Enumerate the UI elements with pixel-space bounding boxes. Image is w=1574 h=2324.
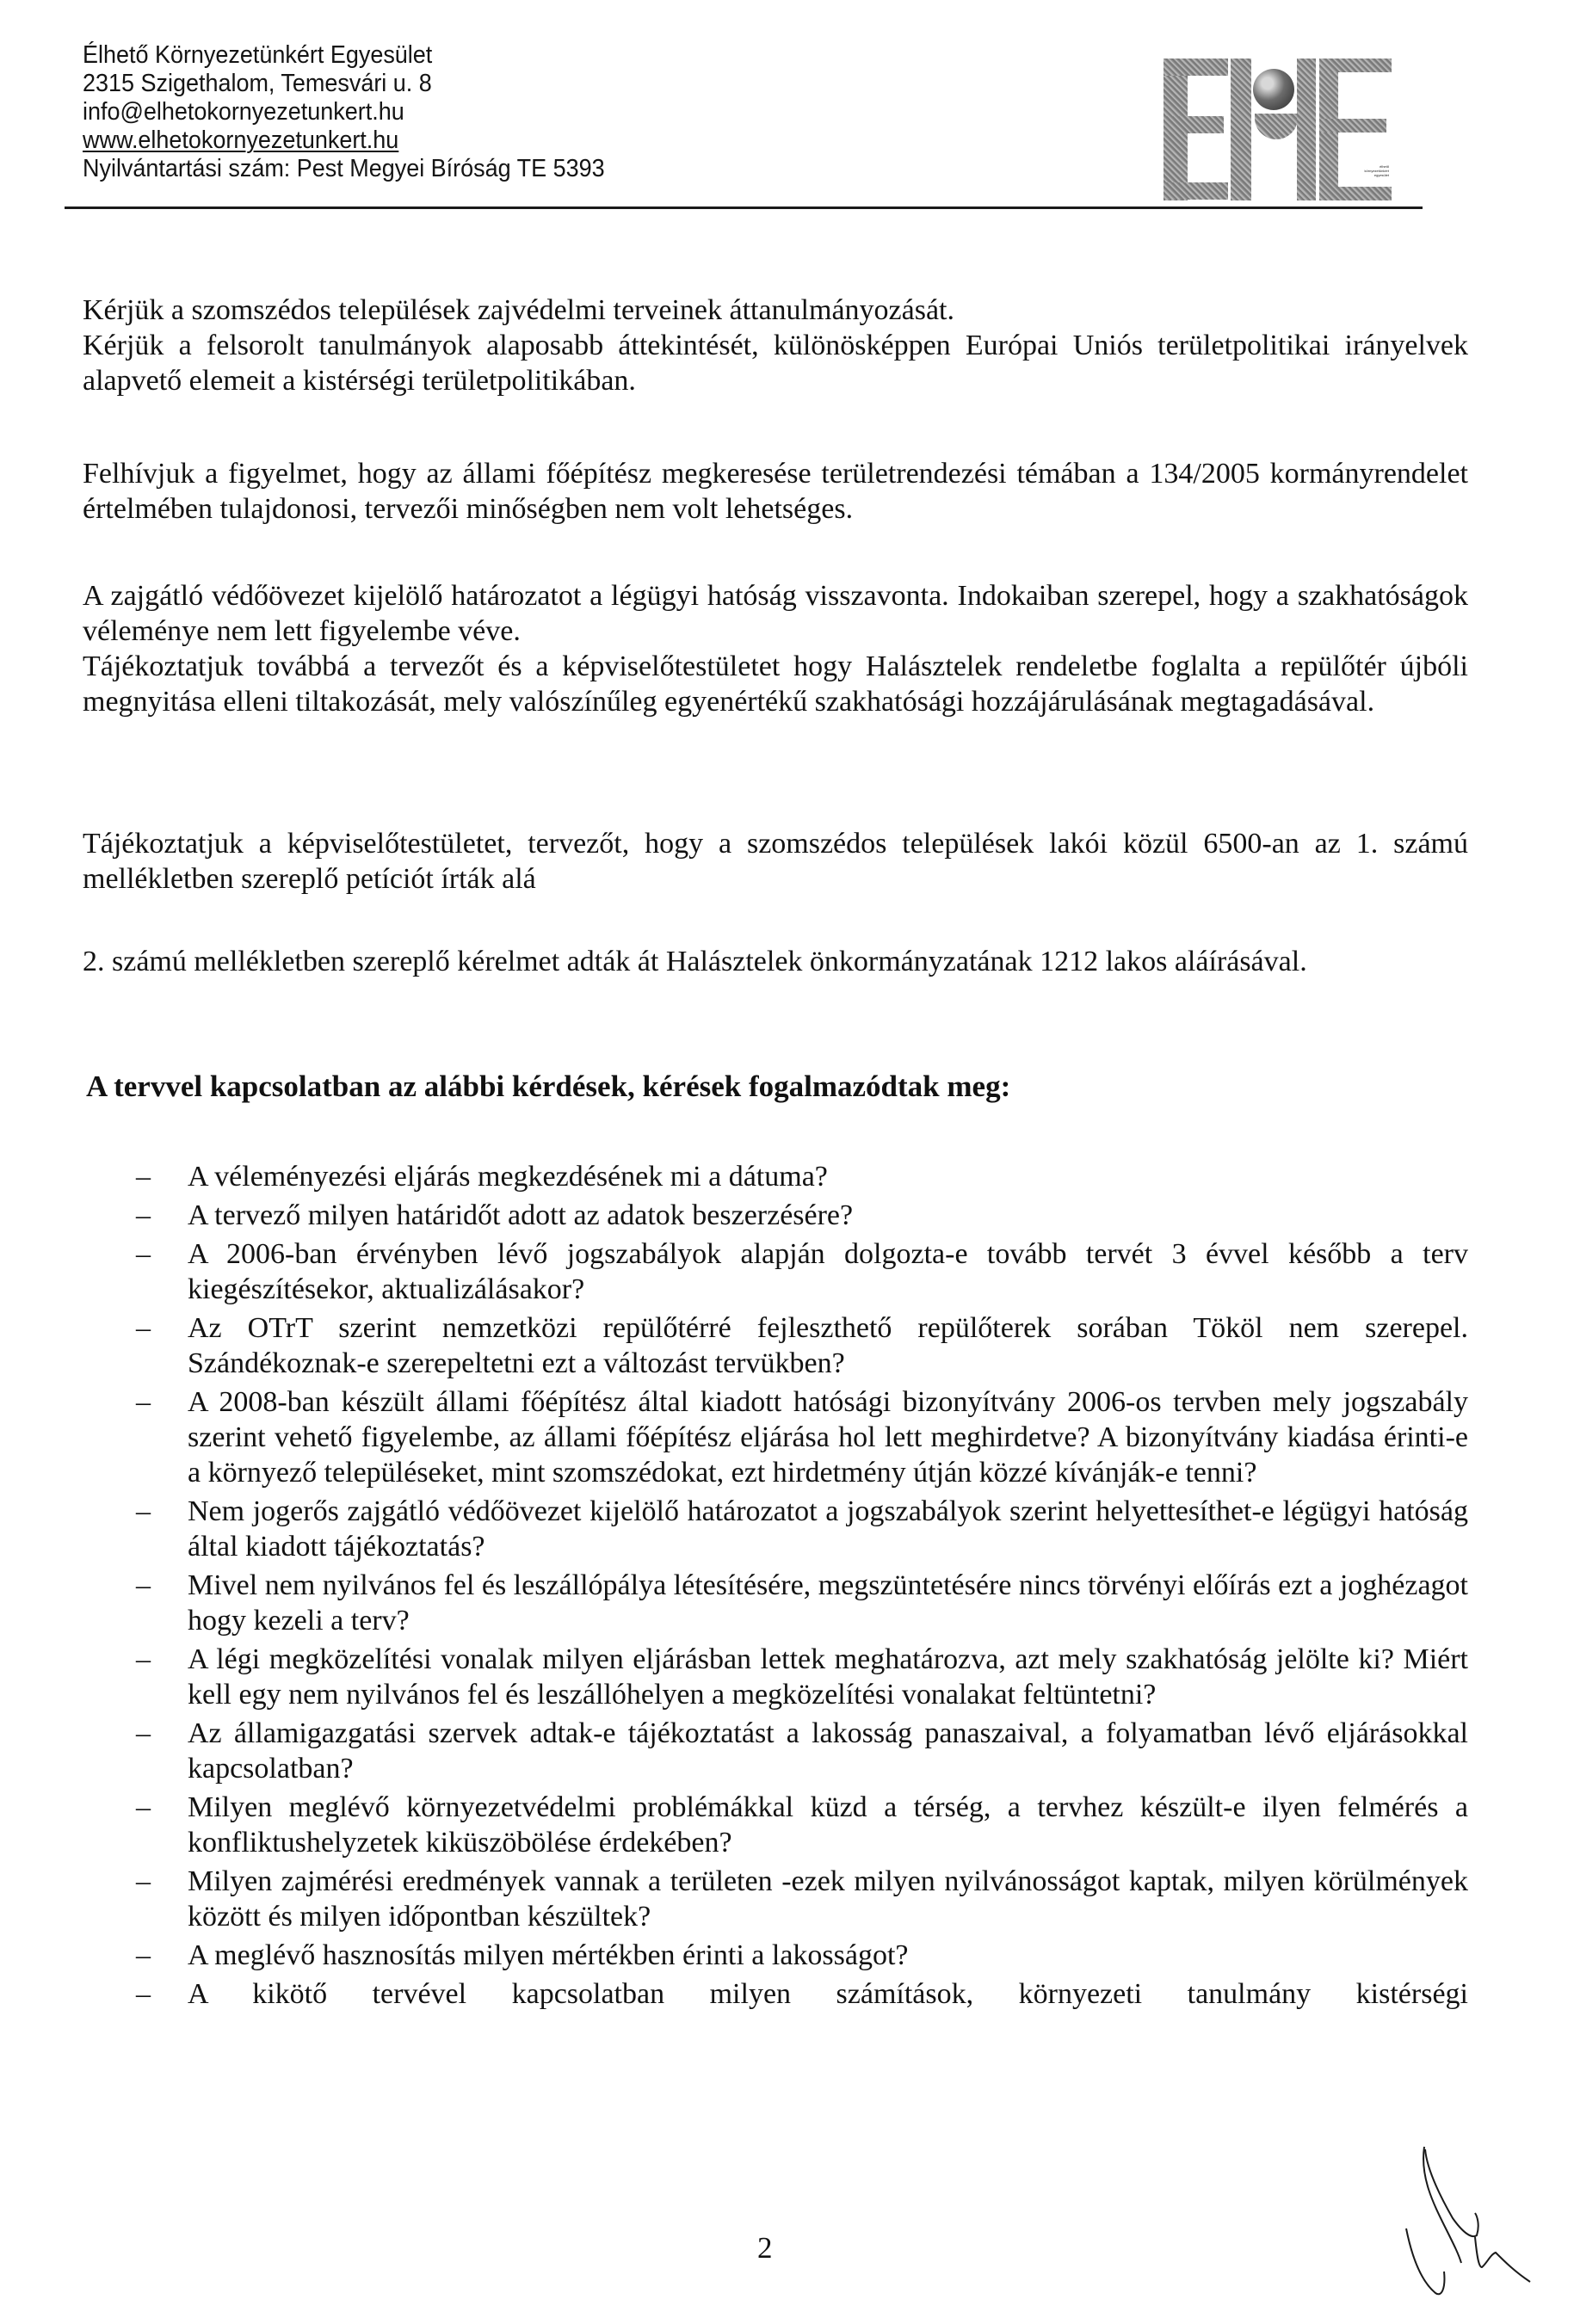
dash-bullet-icon: –: [136, 1386, 151, 1418]
question-item: [83, 1236, 1468, 1307]
question-item: [83, 1642, 1468, 1712]
org-name: Élhető Környezetünkért Egyesület: [83, 41, 433, 69]
paragraph-2: [83, 456, 1468, 527]
logo-letter-k-curve: [1255, 114, 1298, 139]
logo-letter-e2-mid: [1319, 119, 1386, 133]
question-text: Nem jogerős zajgátló védőövezet kijelölő határozatot a jogszabályok szerint helyettesíthet-e légügyi hatóság által kiadott tájékoztatás?: [188, 1495, 1468, 1563]
question-item: [83, 1976, 1468, 2012]
org-address: 2315 Szigethalom, Temesvári u. 8: [83, 70, 432, 97]
paragraph-4: [83, 826, 1468, 897]
dash-bullet-icon: –: [136, 1978, 151, 2010]
org-email: info@elhetokornyezetunkert.hu: [83, 98, 404, 126]
dash-bullet-icon: –: [136, 1569, 151, 1601]
question-text: A kikötő tervével kapcsolatban milyen számítások, környezeti tanulmány kistérségi: [188, 1978, 1468, 2010]
page-number: 2: [757, 2231, 773, 2265]
paragraph-line: A zajgátló védőövezet kijelölő határozatot a légügyi hatóság visszavonta. Indokaiban szerepel, hogy a szakhatóságok véleménye nem lett figyelembe véve.: [83, 580, 1468, 647]
dash-bullet-icon: –: [136, 1312, 151, 1344]
dash-bullet-icon: –: [136, 1238, 151, 1270]
paragraph-line: Tájékoztatjuk a képviselőtestületet, tervezőt, hogy a szomszédos települések lakói közül 6500-an az 1. számú mellékletben szereplő petíciót írták alá: [83, 828, 1468, 895]
question-item: [83, 1310, 1468, 1381]
dash-bullet-icon: –: [136, 1791, 151, 1823]
question-text: Mivel nem nyilvános fel és leszállópálya létesítésére, megszüntetésére nincs törvényi előírás ezt a joghézagot hogy kezeli a terv?: [188, 1569, 1468, 1637]
question-text: Milyen zajmérési eredmények vannak a területen -ezek milyen nyilvánosságot kaptak, milyen körülmények között és milyen időpontban készültek?: [188, 1865, 1468, 1933]
logo-letter-k-leg: [1297, 59, 1316, 200]
question-item: [83, 1568, 1468, 1638]
question-item: [83, 1864, 1468, 1934]
organization-logo: [1162, 52, 1394, 202]
dash-bullet-icon: –: [136, 1199, 151, 1231]
question-text: A meglévő hasznosítás milyen mértékben érinti a lakosságot?: [188, 1939, 909, 1971]
question-text: A tervező milyen határidőt adott az adatok beszerzésére?: [188, 1199, 854, 1231]
letterhead: [83, 41, 1328, 183]
question-item: [83, 1198, 1468, 1233]
dash-bullet-icon: –: [136, 1161, 151, 1193]
question-text: Milyen meglévő környezetvédelmi problémákkal küzd a térség, a tervhez készült-e ilyen felmérés a konfliktushelyzetek kiküszöbölése érdekében?: [188, 1791, 1468, 1859]
question-item: [83, 1790, 1468, 1860]
logo-caption: élhető környezetünkért egyesület: [1364, 164, 1389, 177]
paragraph-line: Kérjük a felsorolt tanulmányok alaposabb áttekintését, különösképpen Európai Uniós területpolitikai irányelvek alapvető elemeit a kistérségi területpolitikában.: [83, 330, 1468, 397]
dash-bullet-icon: –: [136, 1643, 151, 1675]
dash-bullet-icon: –: [136, 1717, 151, 1749]
question-text: A 2008-ban készült állami főépítész által kiadott hatósági bizonyítvány 2006-os tervben mely jogszabály szerint vehető figyelembe, az állami főépítész eljárása hol lett meghirdetve? A bizonyítvány kiadása érinti-e a környező településeket, mint szomszédokat, ezt hirdetmény útján közzé kívánják-e tenni?: [188, 1386, 1468, 1489]
question-item: [83, 1159, 1468, 1194]
question-text: A véleményezési eljárás megkezdésének mi a dátuma?: [188, 1161, 828, 1193]
question-item: [83, 1938, 1468, 1973]
question-text: Az államigazgatási szervek adtak-e tájékoztatást a lakosság panaszaival, a folyamatban lévő eljárásokkal kapcsolatban?: [188, 1717, 1468, 1785]
paragraph-line: Tájékoztatjuk továbbá a tervezőt és a képviselőtestületet hogy Halásztelek rendeletbe foglalta a repülőtér újbóli megnyitása elleni tiltakozását, mely valószínűleg egyenértékű szakhatósági hozzájárulásának megtagadásával.: [83, 650, 1468, 718]
paragraph-line: 2. számú mellékletben szereplő kérelmet adták át Halásztelek önkormányzatának 1212 lakos aláírásával.: [83, 946, 1307, 977]
question-text: A 2006-ban érvényben lévő jogszabályok alapján dolgozta-e tovább tervét 3 évvel később a terv kiegészítésekor, aktualizálásakor?: [188, 1238, 1468, 1305]
logo-letter-e2-top: [1319, 59, 1392, 72]
globe-icon: [1253, 69, 1294, 110]
paragraph-line: Kérjük a szomszédos települések zajvédelmi terveinek áttanulmányozását.: [83, 294, 954, 326]
question-item: [83, 1384, 1468, 1490]
logo-letter-e-mid: [1164, 116, 1224, 133]
dash-bullet-icon: –: [136, 1495, 151, 1527]
logo-letter-e-bottom: [1164, 182, 1228, 200]
signature-icon: [1394, 2142, 1566, 2306]
letterhead-divider: [65, 207, 1423, 209]
paragraph-1: [83, 293, 1468, 398]
question-item: [83, 1716, 1468, 1786]
logo-letter-e-top: [1164, 59, 1228, 76]
logo-letter-e2-bottom: [1319, 187, 1392, 200]
question-item: [83, 1494, 1468, 1564]
logo-letter-k-stem: [1231, 59, 1251, 200]
paragraph-line: Felhívjuk a figyelmet, hogy az állami főépítész megkeresése területrendezési témában a 134/2005 kormányrendelet értelmében tulajdonosi, tervezői minőségben nem volt lehetséges.: [83, 458, 1468, 525]
question-text: Az OTrT szerint nemzetközi repülőtérré fejleszthető repülőterek sorában Tököl nem szerepel. Szándékoznak-e szerepeltetni ezt a változást tervükben?: [188, 1312, 1468, 1379]
paragraph-5: [83, 944, 1468, 979]
org-registration: Nyilvántartási szám: Pest Megyei Bíróság TE 5393: [83, 155, 605, 182]
question-text: A légi megközelítési vonalak milyen eljárásban lettek meghatározva, azt mely szakhatóság jelölte ki? Miért kell egy nem nyilvános fel és leszállóhelyen a megközelítési vonalakat feltüntetni?: [188, 1643, 1468, 1711]
org-website-link[interactable]: www.elhetokornyezetunkert.hu: [83, 126, 399, 154]
dash-bullet-icon: –: [136, 1939, 151, 1971]
questions-heading: A tervvel kapcsolatban az alábbi kérdések, kérések fogalmazódtak meg:: [86, 1070, 1011, 1103]
questions-list: [83, 1159, 1468, 2015]
paragraph-3: [83, 578, 1468, 719]
dash-bullet-icon: –: [136, 1865, 151, 1897]
